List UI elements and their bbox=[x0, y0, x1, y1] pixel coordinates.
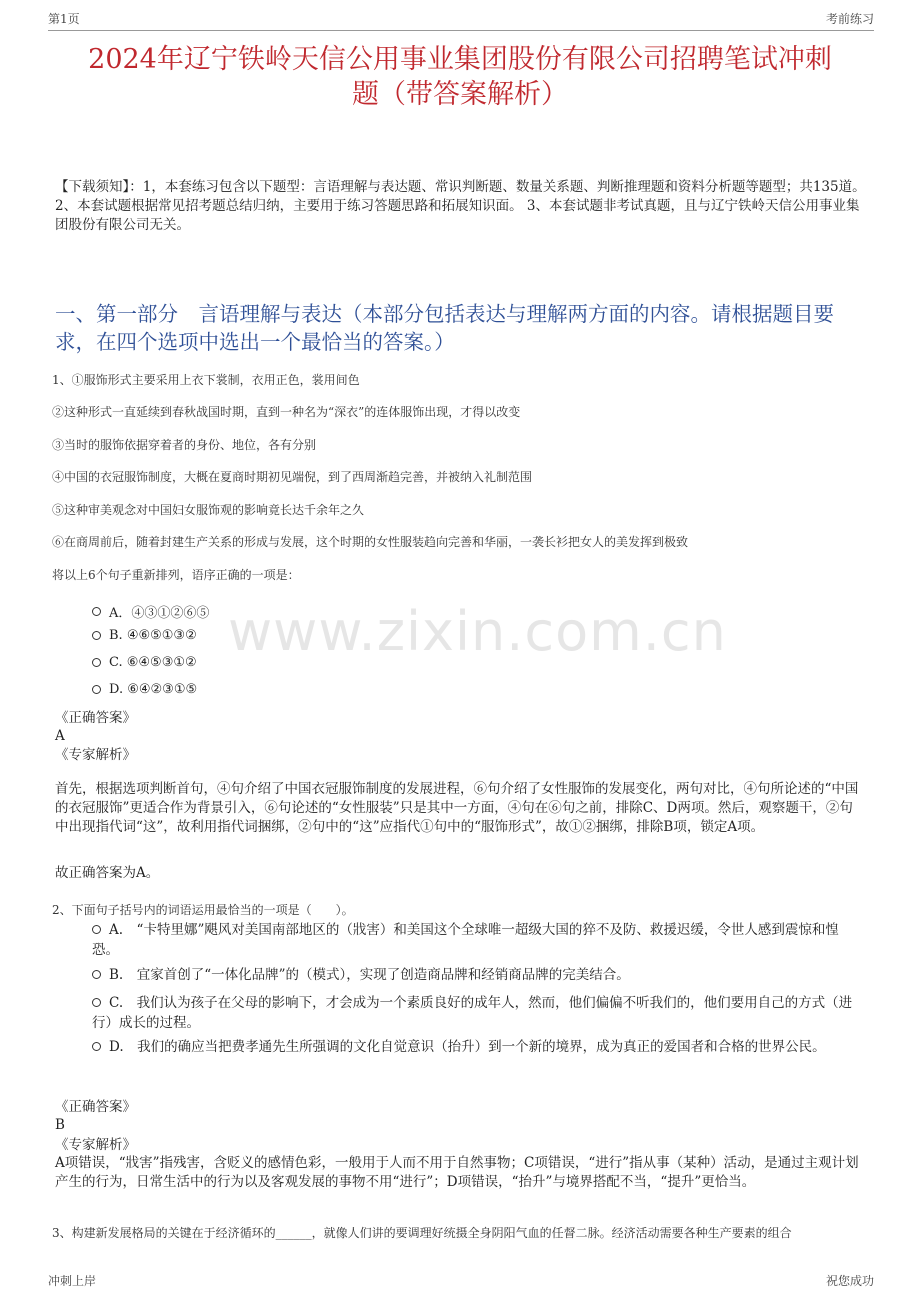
q2-option-c[interactable] bbox=[92, 993, 862, 1033]
q1-line-1: 1、①服饰形式主要采用上衣下裳制，衣用正色，裳用间色 bbox=[52, 373, 360, 387]
q2-option-a-label: A. “卡特里娜”飓风对美国南部地区的（戕害）和美国这个全球唯一超级大国的猝不及防、救援迟缓，令世人感到震惊和惶恐。 bbox=[92, 922, 839, 958]
header-tag: 考前练习 bbox=[825, 12, 874, 26]
q1-prompt: 将以上6个句子重新排列，语序正确的一项是： bbox=[52, 568, 300, 582]
q2-option-a[interactable] bbox=[92, 920, 862, 960]
radio-icon[interactable] bbox=[92, 607, 101, 616]
q2-answer: B bbox=[55, 1117, 65, 1133]
q1-answer: A bbox=[55, 728, 65, 744]
q2-option-d[interactable] bbox=[92, 1037, 862, 1057]
q1-option-d-label: D. ⑥④②③①⑤ bbox=[109, 682, 198, 697]
q1-option-b-label: B. ④⑥⑤①③② bbox=[109, 628, 197, 643]
q1-option-c-label: C. ⑥④⑤③①② bbox=[109, 655, 197, 670]
title-line-2: 题（带答案解析） bbox=[352, 79, 568, 110]
q1-line-5: ⑤这种审美观念对中国妇女服饰观的影响竟长达千余年之久 bbox=[52, 503, 365, 517]
radio-icon[interactable] bbox=[92, 998, 101, 1007]
radio-icon[interactable] bbox=[92, 685, 101, 694]
q1-conclusion: 故正确答案为A。 bbox=[55, 865, 160, 881]
q1-option-c[interactable] bbox=[92, 655, 197, 670]
title-line-1: 2024年辽宁铁岭天信公用事业集团股份有限公司招聘笔试冲刺 bbox=[88, 44, 832, 75]
q2-option-d-label: D. 我们的确应当把费孝通先生所强调的文化自觉意识（抬升）到一个新的境界，成为真正的爱国者和合格的世界公民。 bbox=[109, 1039, 826, 1055]
q2-option-b-label: B. 宜家首创了“一体化品牌”的（模式），实现了创造商品牌和经销商品牌的完美结合。 bbox=[109, 967, 630, 983]
q2-option-b[interactable] bbox=[92, 965, 862, 985]
q1-line-6: ⑥在商周前后，随着封建生产关系的形成与发展，这个时期的女性服装趋向完善和华丽，一袭长衫把女人的美发挥到极致 bbox=[52, 535, 689, 549]
footer-right: 祝您成功 bbox=[825, 1274, 874, 1288]
header-divider bbox=[48, 30, 874, 31]
watermark: www.zixin.com.cn bbox=[228, 600, 727, 663]
q2-stem: 2、下面句子括号内的词语运用最恰当的一项是（ ）。 bbox=[52, 903, 354, 917]
download-notice: 【下载须知】：1，本套练习包含以下题型：言语理解与表达题、常识判断题、数量关系题、判断推理题和资料分析题等题型；共135道。 2、本套试题根据常见招考题总结归纳，主要用于练习答题思路和拓展知识面。 3、本套试题非考试真题，且与辽宁铁岭天信公用事业集团股份有限公司无关。 bbox=[55, 179, 866, 233]
page-title bbox=[40, 42, 880, 112]
q2-option-c-label: C. 我们认为孩子在父母的影响下，才会成为一个素质良好的成年人，然而，他们偏偏不听我们的，他们要用自己的方式（进行）成长的过程。 bbox=[92, 995, 853, 1031]
page-number: 第1页 bbox=[48, 12, 80, 26]
q1-line-4: ④中国的衣冠服饰制度，大概在夏商时期初见端倪，到了西周渐趋完善，并被纳入礼制范围 bbox=[52, 470, 533, 484]
section-heading: 一、第一部分 言语理解与表达（本部分包括表达与理解两方面的内容。请根据题目要求，在四个选项中选出一个最恰当的答案。） bbox=[55, 302, 834, 354]
q2-analysis-label: 《专家解析》 bbox=[55, 1137, 136, 1153]
q1-option-b[interactable] bbox=[92, 628, 197, 643]
q1-analysis: 首先，根据选项判断首句，④句介绍了中国衣冠服饰制度的发展进程，⑥句介绍了女性服饰的发展变化，两句对比，④句所论述的“中国的衣冠服饰”更适合作为背景引入，⑥句论述的“女性服装”只是其中一方面，④句在⑥句之前，排除C、D两项。然后，观察题干，②句中出现指代词“这”，故利用指代词捆绑，②句中的“这”应指代①句中的“服饰形式”，故①②捆绑，排除B项，锁定A项。 bbox=[55, 781, 859, 835]
q3-stem: 3、构建新发展格局的关键在于经济循环的______，就像人们讲的要调理好统摄全身阴阳气血的任督二脉。经济活动需要各种生产要素的组合 bbox=[52, 1226, 792, 1240]
q1-answer-label: 《正确答案》 bbox=[55, 710, 136, 726]
radio-icon[interactable] bbox=[92, 658, 101, 667]
q2-analysis: A项错误，“戕害”指残害，含贬义的感情色彩，一般用于人而不用于自然事物；C项错误，“进行”指从事（某种）活动，是通过主观计划产生的行为，日常生活中的行为以及客观发展的事物不用“进行”；D项错误，“抬升”与境界搭配不当，“提升”更恰当。 bbox=[55, 1155, 859, 1190]
q1-option-a[interactable] bbox=[92, 602, 209, 621]
radio-icon[interactable] bbox=[92, 1042, 101, 1051]
q1-line-3: ③当时的服饰依据穿着者的身份、地位，各有分别 bbox=[52, 438, 317, 452]
radio-icon[interactable] bbox=[92, 970, 101, 979]
radio-icon[interactable] bbox=[92, 925, 101, 934]
q1-line-2: ②这种形式一直延续到春秋战国时期，直到一种名为“深衣”的连体服饰出现，才得以改变 bbox=[52, 405, 521, 419]
radio-icon[interactable] bbox=[92, 631, 101, 640]
q1-option-d[interactable] bbox=[92, 682, 197, 697]
q1-option-a-label: A．④③①②⑥⑤ bbox=[109, 606, 210, 621]
q2-answer-label: 《正确答案》 bbox=[55, 1099, 136, 1115]
footer-left: 冲刺上岸 bbox=[48, 1274, 97, 1288]
q1-analysis-label: 《专家解析》 bbox=[55, 747, 136, 763]
